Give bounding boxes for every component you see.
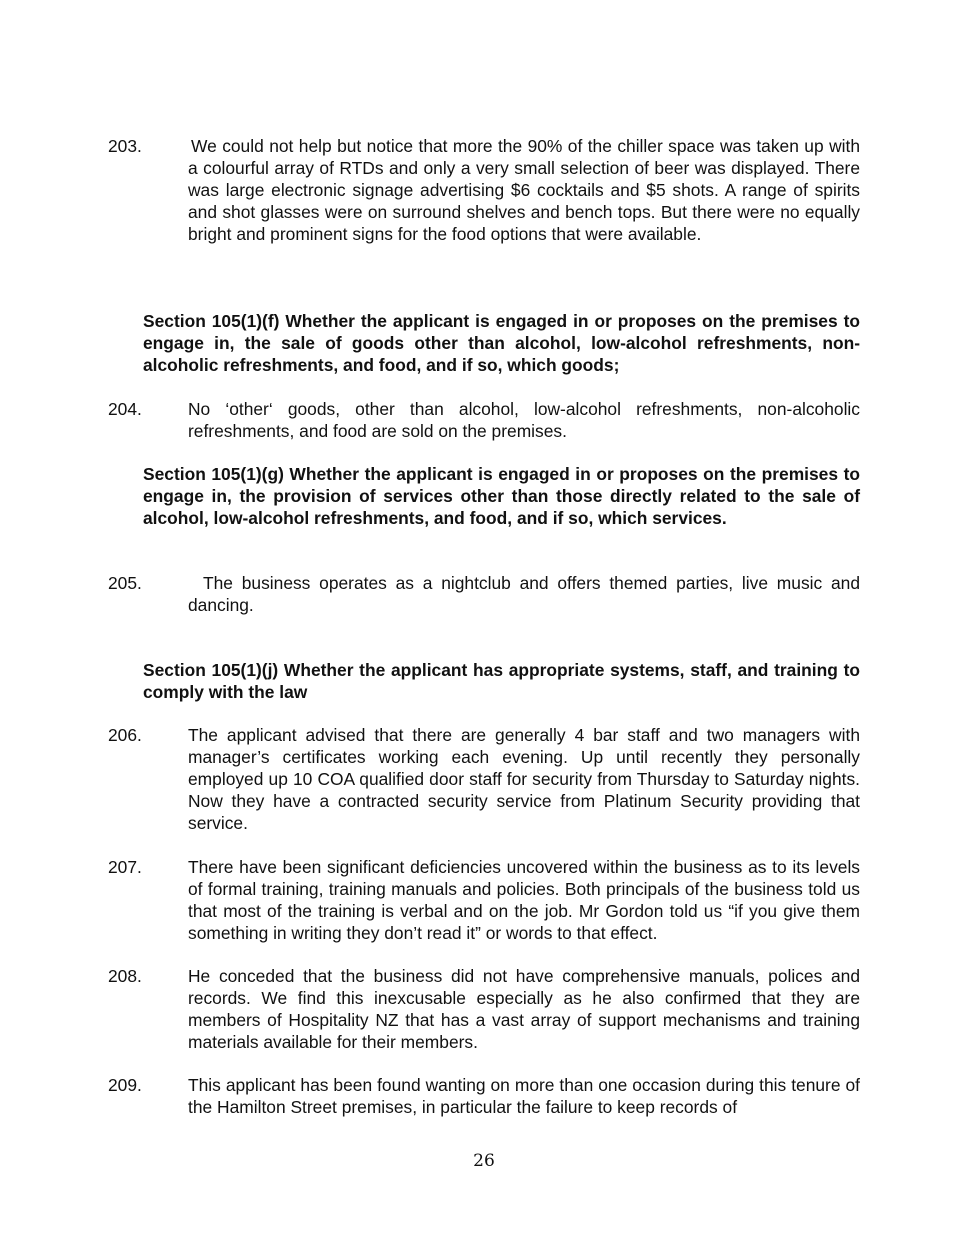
section-heading-105-1-g: Section 105(1)(g) Whether the applicant is engaged in or proposes on the premises to engage in, the provision of services other than those directly related to the sale of alcohol, low-alcohol refreshments, and food, and if so, which services. bbox=[143, 464, 860, 528]
section-heading-105-1-j: Section 105(1)(j) Whether the applicant has appropriate systems, staff, and training to comply with the law bbox=[143, 660, 860, 702]
paragraph-203 bbox=[108, 135, 860, 245]
paragraph-number: 208. bbox=[108, 966, 142, 986]
paragraph-text: There have been significant deficiencies uncovered within the business as to its levels of formal training, training manuals and policies. Both principals of the business told us that most of the training is verbal and on the job. Mr Gordon told us “if you give them something in writing they don’t read it” or words to that effect. bbox=[188, 857, 860, 943]
page-number: 26 bbox=[473, 1151, 495, 1171]
paragraph-207 bbox=[108, 856, 860, 944]
paragraph-205 bbox=[108, 572, 860, 616]
paragraph-text: This applicant has been found wanting on more than one occasion during this tenure of the Hamilton Street premises, in particular the failure to keep records of bbox=[188, 1075, 860, 1117]
paragraph-text: No ‘other‘ goods, other than alcohol, low-alcohol refreshments, non-alcoholic refreshments, and food are sold on the premises. bbox=[188, 399, 860, 441]
paragraph-number: 203. bbox=[108, 136, 142, 156]
paragraph-number: 206. bbox=[108, 725, 142, 745]
paragraph-number: 205. bbox=[108, 573, 142, 593]
paragraph-text: The business operates as a nightclub and offers themed parties, live music and dancing. bbox=[188, 573, 860, 615]
paragraph-text: He conceded that the business did not have comprehensive manuals, polices and records. We find this inexcusable especially as he also confirmed that they are members of Hospitality NZ that has a vast array of support mechanisms and training materials available for their members. bbox=[188, 966, 860, 1052]
paragraph-209 bbox=[108, 1074, 860, 1118]
paragraph-204 bbox=[108, 398, 860, 442]
paragraph-text: The applicant advised that there are generally 4 bar staff and two managers with manager’s certificates working each evening. Up until recently they personally employed up 10 COA qualified door staff for security from Thursday to Saturday nights. Now they have a contracted security service from Platinum Security providing that service. bbox=[188, 725, 860, 833]
paragraph-208 bbox=[108, 965, 860, 1053]
section-heading-105-1-f: Section 105(1)(f) Whether the applicant is engaged in or proposes on the premises to engage in, the sale of goods other than alcohol, low-alcohol refreshments, non-alcoholic refreshments, and food, and if so, which goods; bbox=[143, 311, 860, 375]
paragraph-text: We could not help but notice that more the 90% of the chiller space was taken up with a colourful array of RTDs and only a very small selection of beer was displayed. There was large electronic signage advertising $6 cocktails and $5 shots. A range of spirits and shot glasses were on surround shelves and bench tops. But there were no equally bright and prominent signs for the food options that were available. bbox=[188, 136, 860, 244]
paragraph-206 bbox=[108, 724, 860, 834]
paragraph-number: 204. bbox=[108, 399, 142, 419]
paragraph-number: 209. bbox=[108, 1075, 142, 1095]
paragraph-number: 207. bbox=[108, 857, 142, 877]
